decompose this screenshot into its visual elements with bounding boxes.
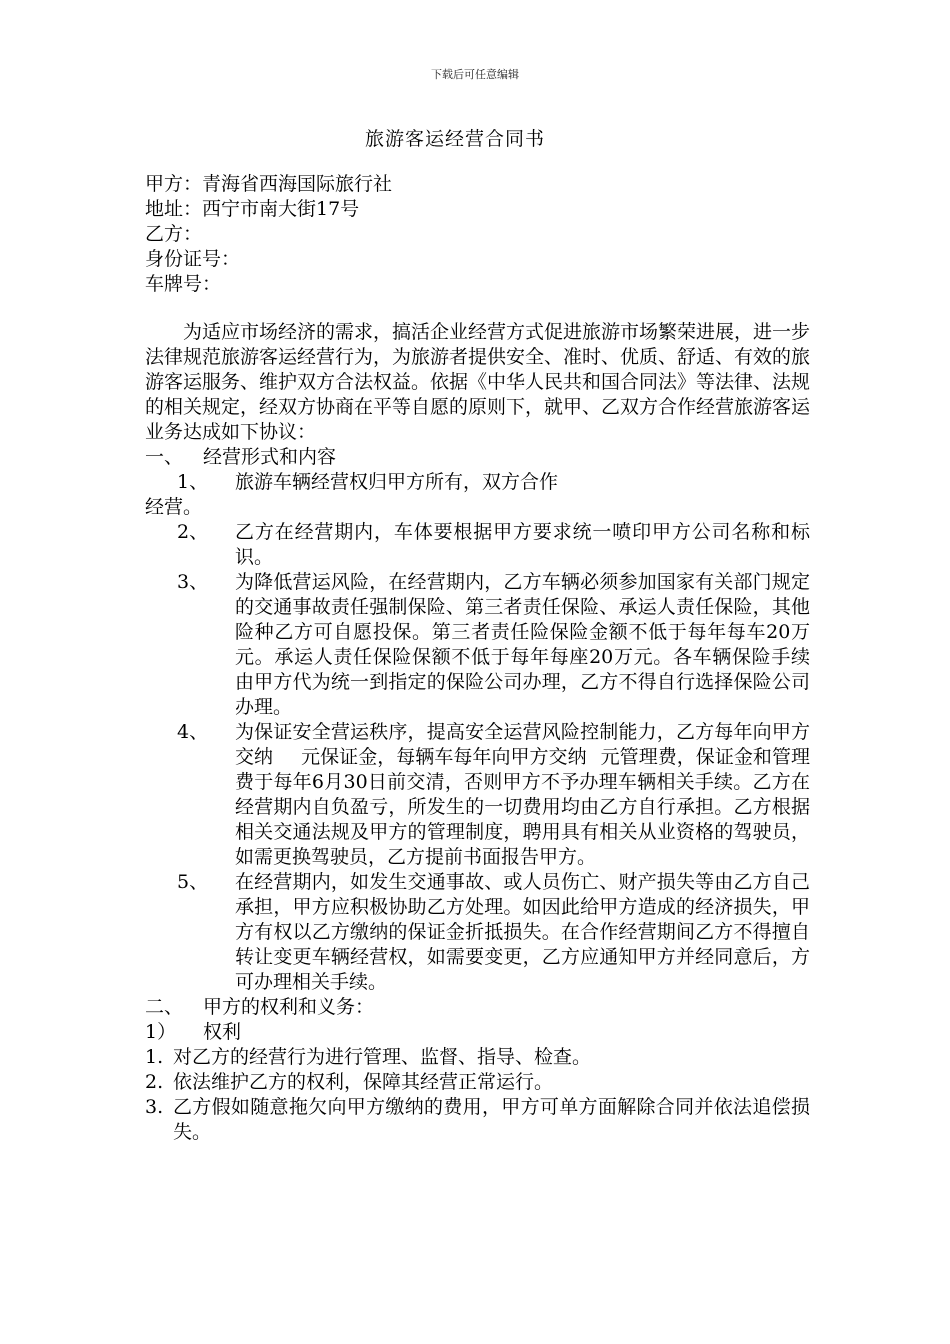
clause-text: 乙方在经营期内，车体要根据甲方要求统一喷印甲方公司名称和标识。 [235, 521, 810, 568]
clause-text: 为降低营运风险，在经营期内，乙方车辆必须参加国家有关部门规定的交通事故责任强制保险、第三者责任保险、承运人责任保险，其他险种乙方可自愿投保。第三者责任险保险金额不低于每年每车20万元。承运人责任保险保额不低于每年每座20万元。各车辆保险手续由甲方代为统一到指定的保险公司办理，乙方不得自行选择保险公司办理。 [235, 571, 810, 718]
clause-number: 4、 [177, 721, 209, 743]
clause-text: 旅游车辆经营权归甲方所有，双方合作 [235, 471, 559, 493]
clause-number: 1、 [177, 471, 209, 493]
section-title: 经营形式和内容 [203, 446, 337, 468]
list-number: 3. [145, 1096, 164, 1118]
list-number: 2. [145, 1071, 164, 1093]
subsection-number: 1） [145, 1021, 177, 1043]
section-number: 一、 [145, 446, 184, 468]
subsection-title: 权利 [203, 1021, 242, 1043]
clause-item [145, 470, 810, 495]
document-body [145, 172, 810, 1145]
clause-continuation: 经营。 [145, 496, 203, 518]
list-text: 依法维护乙方的权利，保障其经营正常运行。 [173, 1071, 554, 1093]
subsection-heading [145, 1020, 810, 1045]
clause-item [145, 870, 810, 995]
clause-number: 2、 [177, 521, 209, 543]
list-item [145, 1045, 810, 1070]
list-item [145, 1070, 810, 1095]
list-text: 对乙方的经营行为进行管理、监督、指导、检查。 [173, 1046, 592, 1068]
id-number: 身份证号： [145, 248, 241, 270]
document-title: 旅游客运经营合同书 [364, 128, 545, 150]
section-heading [145, 995, 810, 1020]
clause-number: 3、 [177, 571, 209, 593]
address: 地址：西宁市南大街17号 [145, 198, 360, 220]
party-a: 甲方：青海省西海国际旅行社 [145, 173, 393, 195]
list-item [145, 1095, 810, 1145]
clause-item [145, 520, 810, 570]
intro-paragraph: 为适应市场经济的需求，搞活企业经营方式促进旅游市场繁荣进展，进一步法律规范旅游客运经营行为，为旅游者提供安全、准时、优质、舒适、有效的旅游客运服务、维护双方合法权益。依据《中华人民共和国合同法》等法律、法规的相关规定，经双方协商在平等自愿的原则下，就甲、乙双方合作经营旅游客运业务达成如下协议： [145, 321, 811, 443]
clause-number: 5、 [177, 871, 209, 893]
clause-text-part: 元管理费，保证金和管理费于每年6月30日前交清，否则甲方不予办理车辆相关手续。乙方在经营期内自负盈亏，所发生的一切费用均由乙方自行承担。乙方根据相关交通法规及甲方的管理制度，聘用具有相关从业资格的驾驶员，如需更换驾驶员，乙方提前书面报告甲方。 [235, 746, 810, 868]
clause-item [145, 720, 810, 870]
clause-item [145, 570, 810, 720]
clause-text: 在经营期内，如发生交通事故、或人员伤亡、财产损失等由乙方自己承担，甲方应积极协助乙方处理。如因此给甲方造成的经济损失，甲方有权以乙方缴纳的保证金折抵损失。在合作经营期间乙方不得擅自转让变更车辆经营权，如需要变更，乙方应通知甲方并经同意后，方可办理相关手续。 [235, 871, 810, 993]
clause-text [235, 720, 810, 870]
section-number: 二、 [145, 996, 184, 1018]
party-b: 乙方： [145, 223, 203, 245]
list-text: 乙方假如随意拖欠向甲方缴纳的费用，甲方可单方面解除合同并依法追偿损失。 [173, 1096, 810, 1143]
section-title: 甲方的权利和义务： [203, 996, 375, 1018]
clause-text-part: 为保证安全营运秩序，提高安全运营风险控制能力，乙方每年向甲方交纳 [235, 721, 810, 768]
header-note: 下载后可任意编辑 [431, 68, 519, 81]
plate-number: 车牌号： [145, 273, 222, 295]
list-number: 1. [145, 1046, 164, 1068]
clause-text-part: 元保证金，每辆车每年向甲方交纳 [301, 746, 587, 768]
section-heading [145, 445, 810, 470]
